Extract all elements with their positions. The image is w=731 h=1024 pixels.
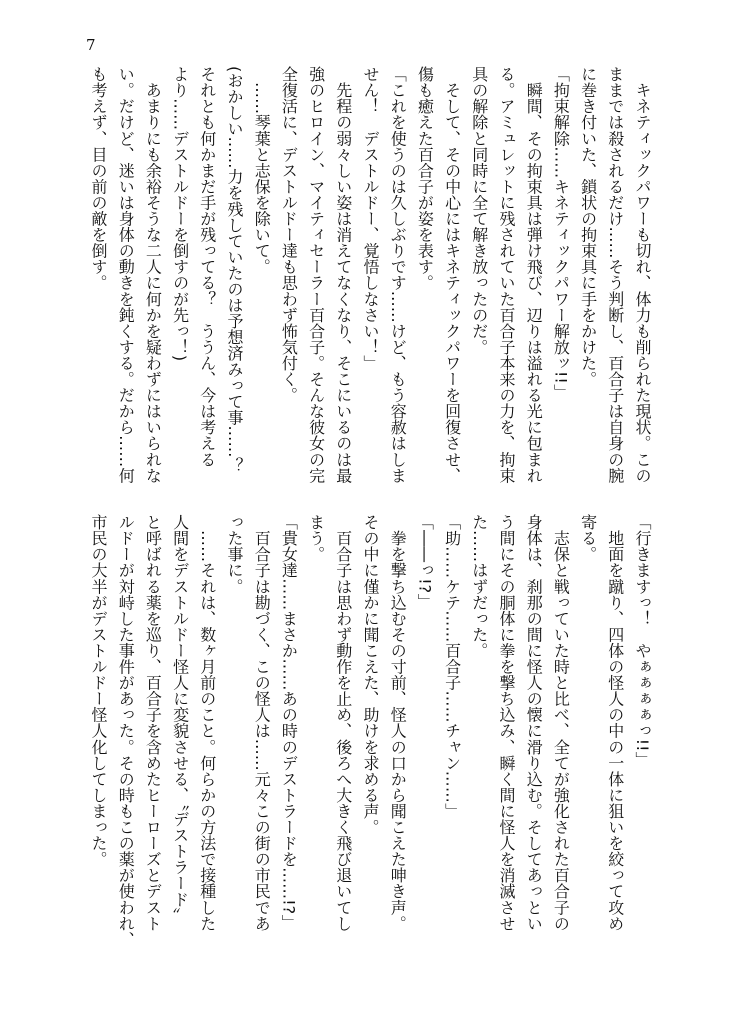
text-column: それとも何かまだ手が残ってる？ ううん、今は考える bbox=[197, 66, 217, 468]
text-column: 傷も癒えた百合子が姿を表す。 bbox=[415, 66, 435, 291]
text-column: も考えず、目の前の敵を倒す。 bbox=[89, 66, 108, 291]
text-column: 地面を蹴り、四体の怪人の中の一体に狙いを絞って攻め bbox=[605, 514, 625, 932]
text-column: 百合子は勘づく、この怪人は……元々この街の市民であ bbox=[252, 514, 272, 932]
text-column: 瞬間、その拘束具は弾け飛び、辺りは溢れる光に包まれ bbox=[524, 66, 544, 484]
text-column: 「助……ケテ……百合子……チャン……」 bbox=[442, 514, 462, 819]
text-column: 「拘束解除……キネティックパワー解放ッ!!」 bbox=[551, 66, 571, 400]
text-column: 百合子は思わず動作を止め、後ろへ大きく飛び退いてし bbox=[333, 514, 353, 932]
text-column: より……デストルドーを倒すのが先っ！) bbox=[170, 66, 190, 362]
text-column: ルドーが対峙した事件があった。その時もこの薬が使われ、 bbox=[116, 514, 136, 948]
text-column: 具の解除と同時に全て解き放ったのだ。 bbox=[469, 66, 489, 355]
text-column: ままでは殺されるだけ……そう判断し、百合子は自身の腕 bbox=[605, 66, 625, 484]
text-column: る。アミュレットに残されていた百合子本来の力を、拘束 bbox=[497, 66, 516, 484]
text-column: に巻き付いた、鎖状の拘束具に手をかけた。 bbox=[578, 66, 598, 387]
text-column: せん！ デストルドー、覚悟しなさい！」 bbox=[361, 66, 380, 371]
text-column: まう。 bbox=[306, 514, 326, 563]
text-column: ……琴葉と志保を除いて。 bbox=[252, 66, 272, 275]
text-column: そして、その中心にはキネティックパワーを回復させ、 bbox=[442, 66, 462, 484]
text-column: い。だけど、迷いは身体の動きを鈍くする。だから……何 bbox=[116, 66, 136, 484]
text-column: 寄る。 bbox=[578, 514, 598, 563]
text-column: 先程の弱々しい姿は消えてなくなり、そこにいるのは最 bbox=[333, 66, 353, 484]
text-column: 「行きますっ！ やぁぁぁぁっ!!」 bbox=[633, 514, 652, 768]
text-column: 拳を撃ち込むその寸前、怪人の口から聞こえた呻き声。 bbox=[388, 514, 408, 932]
text-column: キネティックパワーも切れ、体力も削られた現状。この bbox=[633, 66, 652, 484]
text-column: 人間をデストルドー怪人に変貌させる、〝デストラード〟 bbox=[170, 514, 190, 924]
text-column: 全復活に、デストルドー達も思わず怖気付く。 bbox=[279, 66, 299, 404]
text-column: 志保と戦っていた時と比べ、全てが強化された百合子の bbox=[551, 514, 571, 932]
text-column: 強のヒロイン、マイティセーラー百合子。そんな彼女の完 bbox=[306, 66, 326, 484]
text-column: う間にその胴体に拳を撃ち込み、瞬く間に怪人を消滅させ bbox=[497, 514, 516, 932]
text-column: ……それは、数ヶ月前のこと。何らかの方法で接種した bbox=[197, 514, 217, 932]
text-column: 「――っ!?」 bbox=[415, 514, 435, 610]
text-column: 身体は、刹那の間に怪人の懐に滑り込む。そしてあっとい bbox=[524, 514, 544, 932]
text-column: った事に。 bbox=[225, 514, 244, 595]
text-column: 「貴女達……まさか……あの時のデストラードを……!?」 bbox=[279, 514, 299, 931]
text-column: 「これを使うのは久しぶりです……けど、もう容赦はしま bbox=[388, 66, 408, 484]
page-number: 7 bbox=[86, 36, 96, 54]
text-column: と呼ばれる薬を巡り、百合子を含めたヒーローズとデスト bbox=[143, 514, 163, 932]
text-column: た……はずだった。 bbox=[469, 514, 489, 659]
text-column: (おかしい……力を残していたのは予想済みって事……？ bbox=[225, 66, 244, 474]
text-column: あまりにも余裕そうな二人に何かを疑わずにはいられな bbox=[143, 66, 163, 484]
text-column: 市民の大半がデストルドー怪人化してしまった。 bbox=[89, 514, 108, 868]
text-column: その中に僅かに聞こえた、助けを求める声。 bbox=[361, 514, 380, 835]
